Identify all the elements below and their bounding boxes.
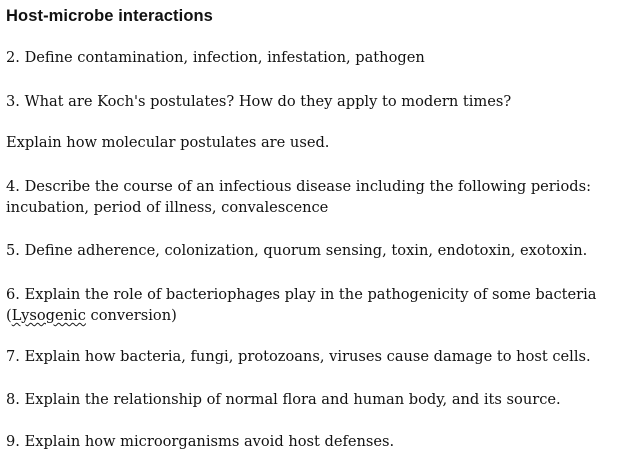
question-2: 2. Define contamination, infection, infestation, pathogen <box>6 49 425 66</box>
question-8: 8. Explain the relationship of normal flora and human body, and its source. <box>6 391 561 408</box>
question-9: 9. Explain how microorganisms avoid host defenses. <box>6 433 395 450</box>
open-paren: ( <box>6 307 12 324</box>
question-5: 5. Define adherence, colonization, quorum sensing, toxin, endotoxin, exotoxin. <box>6 242 588 259</box>
document-title: Host-microbe interactions <box>6 7 213 25</box>
spellcheck-flagged-word: Lysogenic <box>11 307 86 324</box>
question-6-line-2-rest: conversion) <box>85 307 177 324</box>
question-4-line-1: 4. Describe the course of an infectious disease including the following periods: <box>6 178 591 195</box>
question-6-line-1: 6. Explain the role of bacteriophages play in the pathogenicity of some bacteria <box>6 286 597 303</box>
question-4-line-2: incubation, period of illness, convalescence <box>6 199 329 216</box>
question-7: 7. Explain how bacteria, fungi, protozoans, viruses cause damage to host cells. <box>6 348 591 365</box>
question-3: 3. What are Koch's postulates? How do they apply to modern times? <box>6 93 512 110</box>
question-3-followup: Explain how molecular postulates are used. <box>6 134 330 151</box>
question-6-line-2 <box>6 305 177 327</box>
